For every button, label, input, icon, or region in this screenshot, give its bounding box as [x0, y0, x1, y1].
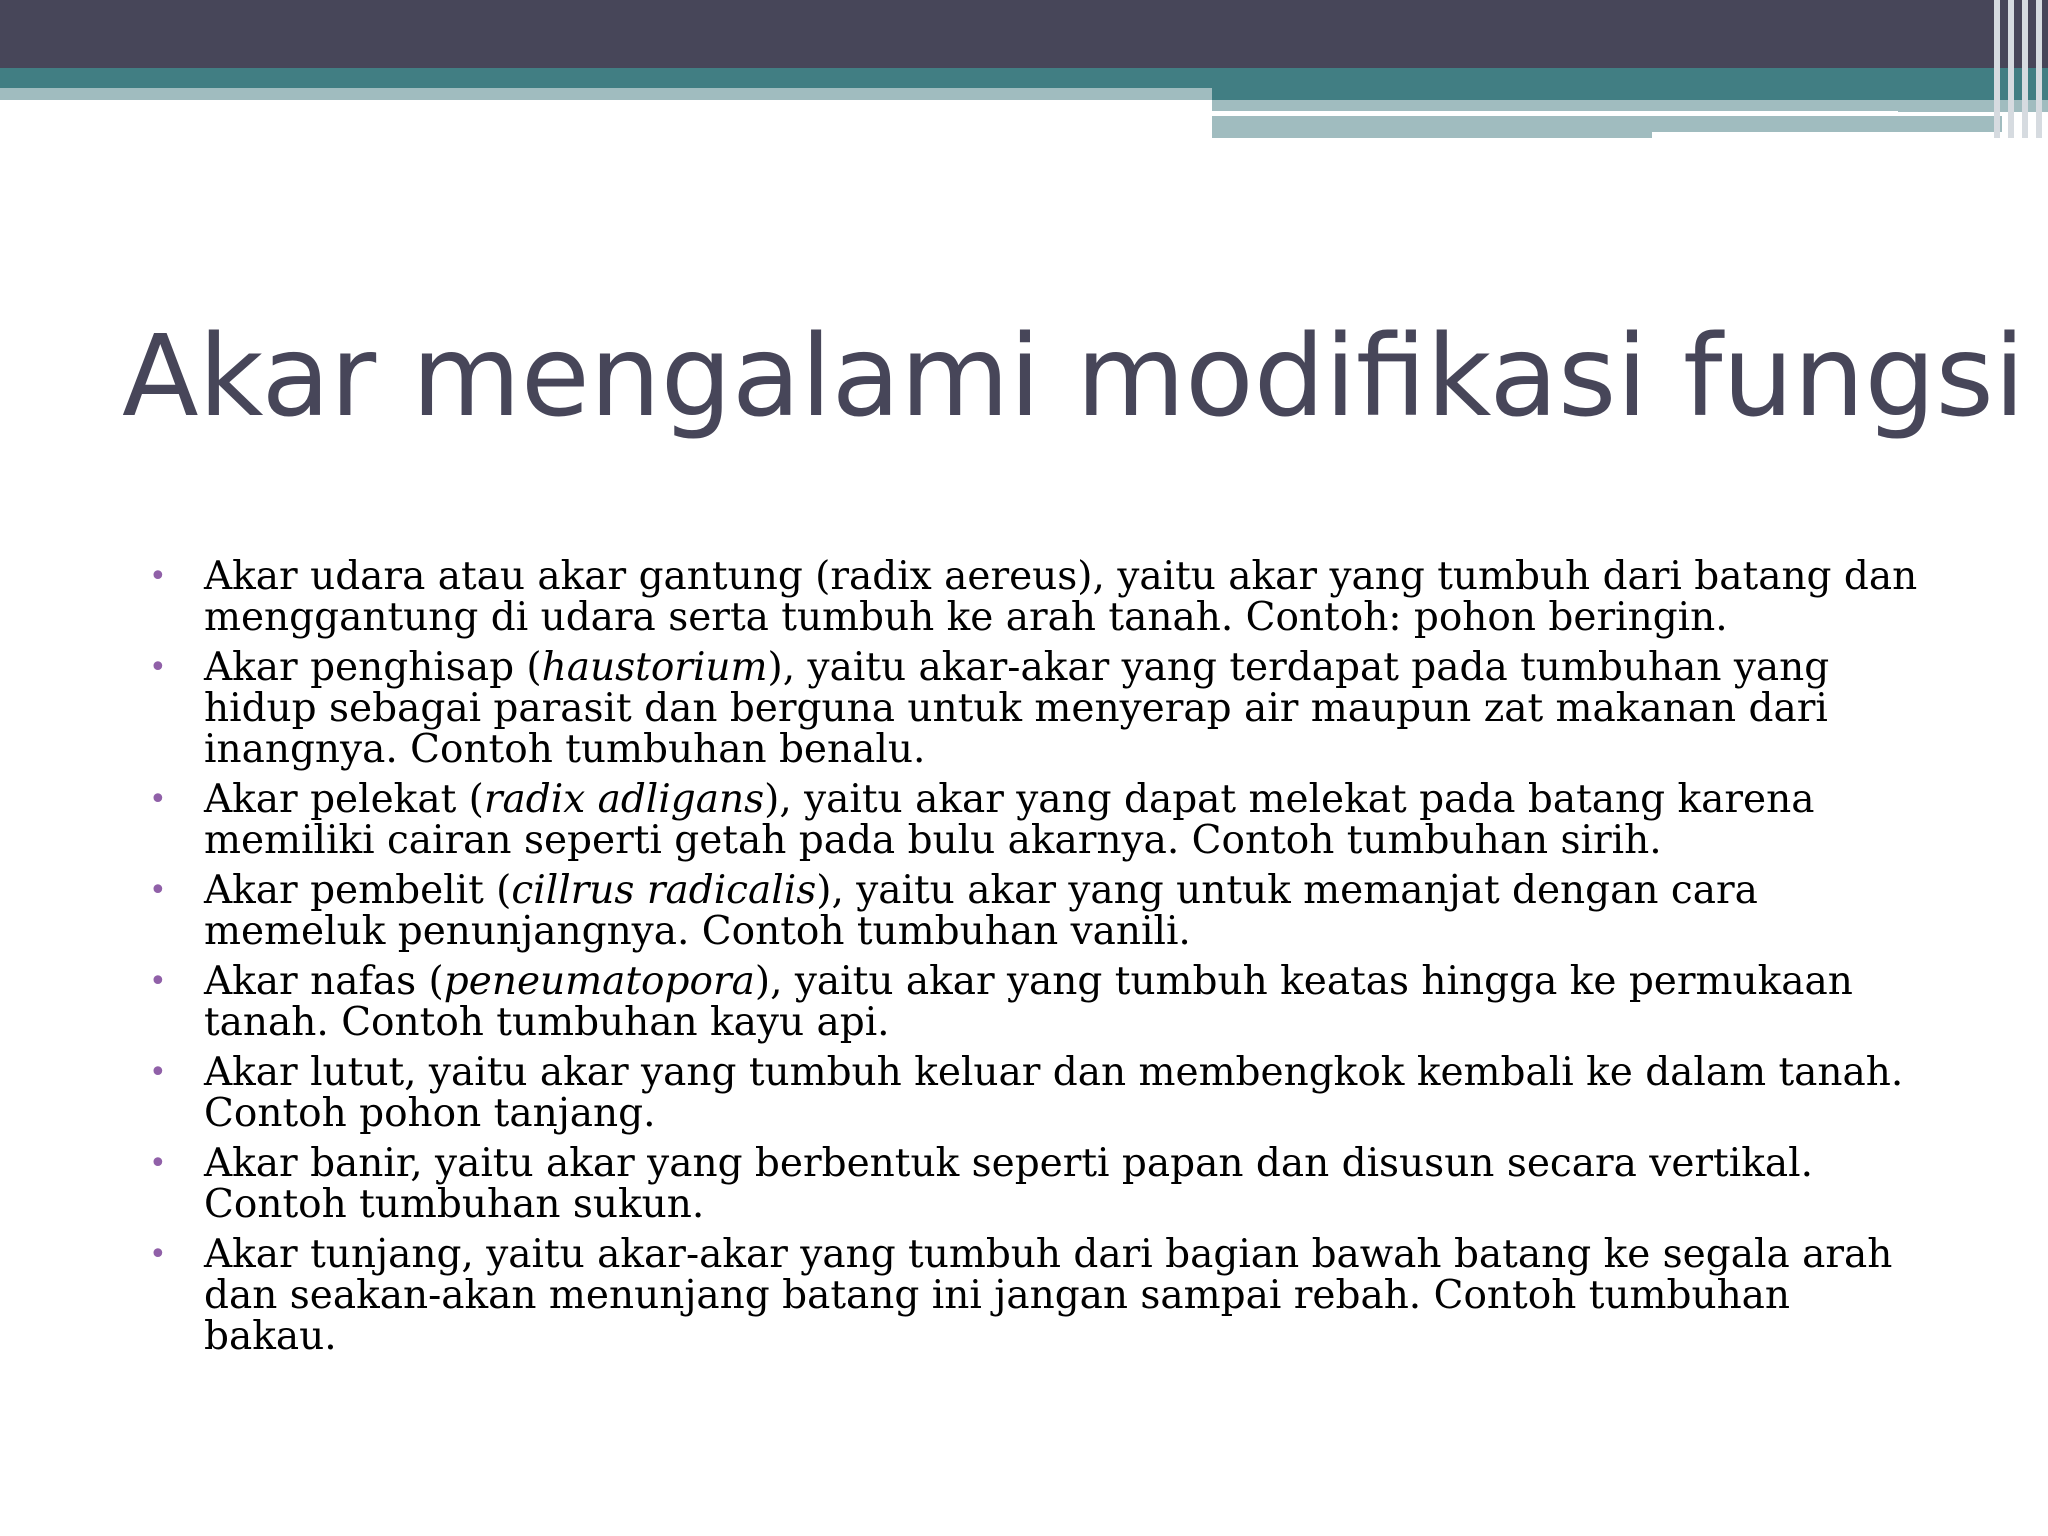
- corner-stripes: [1988, 0, 2048, 138]
- bullet-text: Akar banir, yaitu akar yang berbentuk seperti papan dan disusun secara vertikal. Contoh tumbuhan sukun.: [204, 1141, 1813, 1227]
- bullet-text: Akar nafas (: [204, 959, 444, 1004]
- bullet-text: Akar penghisap (: [204, 645, 542, 690]
- bullet-text: Akar udara atau akar gantung (radix aereus), yaitu akar yang tumbuh dari batang dan menggantung di udara serta tumbuh ke arah tanah. Contoh: pohon beringin.: [204, 554, 1918, 640]
- bullet-italic-term: cillrus radicalis: [511, 868, 817, 913]
- list-item: [149, 1141, 1924, 1227]
- bullet-dot-icon: •: [149, 1146, 167, 1181]
- list-item: [149, 959, 1924, 1045]
- bullet-text-rest: ), yaitu akar-akar yang terdapat pada tumbuhan yang hidup sebagai parasit dan berguna untuk menyerap air maupun zat makanan dari inangnya. Contoh tumbuhan benalu.: [204, 645, 1830, 772]
- bullet-text-rest: ), yaitu akar yang dapat melekat pada batang karena memiliki cairan seperti getah pada bulu akarnya. Contoh tumbuhan sirih.: [204, 777, 1815, 863]
- bullet-dot-icon: •: [149, 964, 167, 999]
- header-band-pale-right: [1212, 116, 1652, 138]
- bullet-text: Akar lutut, yaitu akar yang tumbuh keluar dan membengkok kembali ke dalam tanah. Contoh pohon tanjang.: [204, 1050, 1904, 1136]
- list-item: [149, 777, 1924, 863]
- bullet-text: Akar tunjang, yaitu akar-akar yang tumbuh dari bagian bawah batang ke segala arah dan seakan-akan menunjang batang ini jangan sampai rebah. Contoh tumbuhan bakau.: [204, 1232, 1893, 1359]
- bullet-dot-icon: •: [149, 650, 167, 685]
- bullet-text: Akar pelekat (: [204, 777, 484, 822]
- slide-title: Akar mengalami modifikasi fungsi: [122, 312, 2026, 442]
- header-band-light-left: [0, 88, 1212, 100]
- bullet-dot-icon: •: [149, 1237, 167, 1272]
- list-item: [149, 1232, 1924, 1359]
- header-band-teal-right: [1212, 88, 2048, 100]
- bullet-text: Akar pembelit (: [204, 868, 512, 913]
- list-item: [149, 645, 1924, 772]
- list-item: [149, 868, 1924, 954]
- bullet-text-rest: ), yaitu akar yang tumbuh keatas hingga ke permukaan tanah. Contoh tumbuhan kayu api.: [204, 959, 1853, 1045]
- bullet-dot-icon: •: [149, 1055, 167, 1090]
- bullet-dot-icon: •: [149, 873, 167, 908]
- list-item: [149, 554, 1924, 640]
- bullet-italic-term: peneumatopora: [443, 959, 755, 1004]
- header-band-teal: [0, 68, 2048, 88]
- header-band-pale-right-2: [1652, 116, 2002, 132]
- bullet-text-rest: ), yaitu akar yang untuk memanjat dengan cara memeluk penunjangnya. Contoh tumbuhan vanili.: [204, 868, 1758, 954]
- bullet-italic-term: haustorium: [541, 645, 768, 690]
- bullet-dot-icon: •: [149, 559, 167, 594]
- bullet-italic-term: radix adligans: [483, 777, 765, 822]
- bullet-dot-icon: •: [149, 782, 167, 817]
- header-band-dark: [0, 0, 2048, 68]
- list-item: [149, 1050, 1924, 1136]
- bullet-list: [149, 554, 1924, 1366]
